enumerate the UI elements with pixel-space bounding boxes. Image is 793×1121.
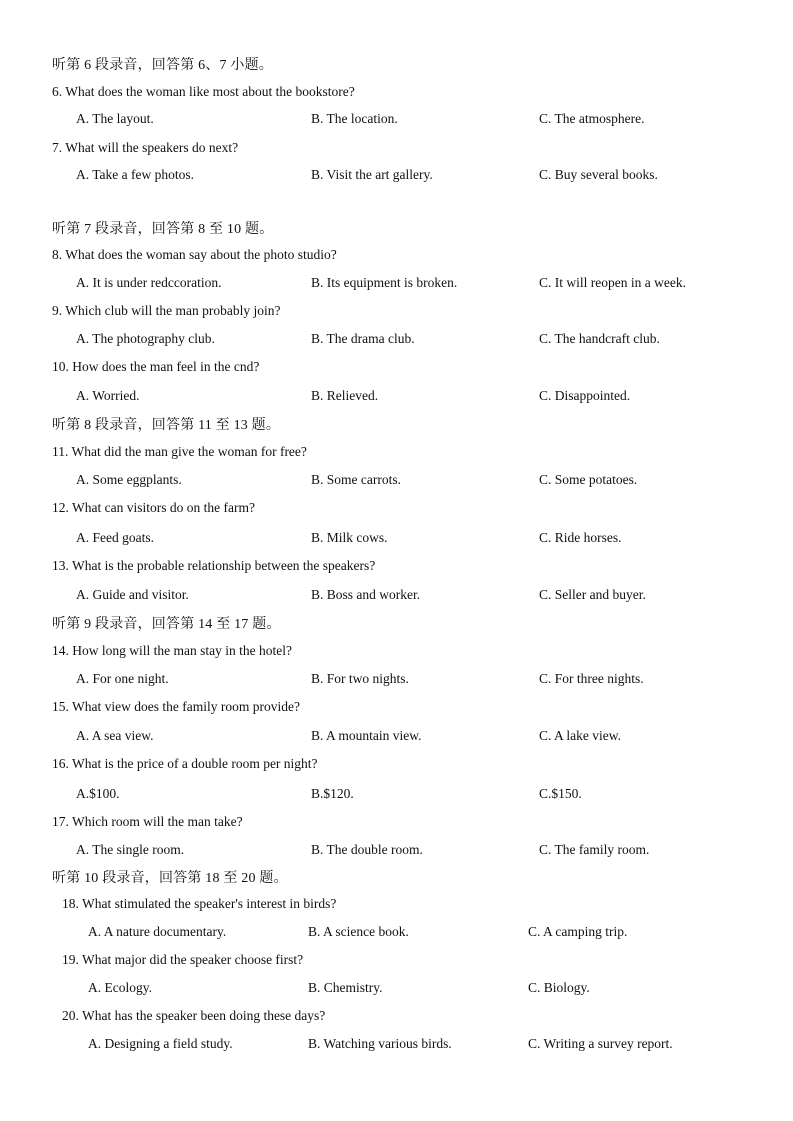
answer-option-a: A. The photography club.: [76, 331, 215, 346]
answer-option-b: B. Visit the art gallery.: [311, 167, 433, 182]
answer-option-a: A. The layout.: [76, 111, 154, 126]
answer-option-a: A. Ecology.: [88, 980, 152, 995]
answer-option-c: C. It will reopen in a week.: [539, 275, 686, 290]
answer-option-c: C. Some potatoes.: [539, 472, 638, 487]
answer-option-a: A.$100.: [76, 786, 120, 801]
answer-option-a: A. For one night.: [76, 671, 169, 686]
answer-option-c: C.$150.: [539, 786, 582, 801]
answer-option-b: B. Watching various birds.: [308, 1036, 452, 1051]
question-text: 19. What major did the speaker choose first?: [62, 952, 304, 967]
answer-option-b: B. A mountain view.: [311, 728, 422, 743]
answer-option-c: C. A camping trip.: [528, 924, 628, 939]
answer-option-b: B. Boss and worker.: [311, 587, 421, 602]
section-heading: 听第 8 段录音，回答第 11 至 13 题。: [52, 418, 281, 433]
answer-option-a: A. Guide and visitor.: [76, 587, 189, 602]
answer-option-b: B. For two nights.: [311, 671, 409, 686]
answer-option-a: A. Worried.: [76, 388, 140, 403]
question-text: 6. What does the woman like most about the bookstore?: [52, 84, 355, 99]
question-text: 14. How long will the man stay in the hotel?: [52, 643, 292, 658]
answer-option-a: A. It is under redccoration.: [76, 275, 222, 290]
answer-option-a: A. Feed goats.: [76, 530, 154, 545]
answer-option-a: A. A nature documentary.: [88, 924, 227, 939]
answer-option-c: C. Ride horses.: [539, 530, 622, 545]
question-text: 17. Which room will the man take?: [52, 814, 243, 829]
answer-option-b: B. The double room.: [311, 842, 423, 857]
answer-option-c: C. A lake view.: [539, 728, 621, 743]
question-text: 8. What does the woman say about the photo studio?: [52, 247, 337, 262]
question-text: 18. What stimulated the speaker's interest in birds?: [62, 896, 337, 911]
answer-option-b: B. Some carrots.: [311, 472, 401, 487]
question-text: 7. What will the speakers do next?: [52, 140, 239, 155]
answer-option-c: C. The handcraft club.: [539, 331, 660, 346]
answer-option-a: A. The single room.: [76, 842, 185, 857]
answer-option-b: B.$120.: [311, 786, 354, 801]
answer-option-b: B. Relieved.: [311, 388, 379, 403]
answer-option-a: A. Take a few photos.: [76, 167, 195, 182]
answer-option-c: C. For three nights.: [539, 671, 644, 686]
answer-option-b: B. Its equipment is broken.: [311, 275, 458, 290]
question-text: 11. What did the man give the woman for free?: [52, 444, 307, 459]
answer-option-b: B. Chemistry.: [308, 980, 383, 995]
answer-option-b: B. A science book.: [308, 924, 409, 939]
question-text: 20. What has the speaker been doing these days?: [62, 1008, 326, 1023]
answer-option-b: B. The location.: [311, 111, 398, 126]
answer-option-c: C. Buy several books.: [539, 167, 658, 182]
answer-option-c: C. Biology.: [528, 980, 590, 995]
section-heading: 听第 7 段录音，回答第 8 至 10 题。: [52, 222, 274, 237]
section-heading: 听第 10 段录音，回答第 18 至 20 题。: [52, 871, 288, 886]
answer-option-c: C. The family room.: [539, 842, 650, 857]
section-heading: 听第 9 段录音，回答第 14 至 17 题。: [52, 617, 281, 632]
answer-option-c: C. Writing a survey report.: [528, 1036, 673, 1051]
question-text: 9. Which club will the man probably join?: [52, 303, 281, 318]
question-text: 16. What is the price of a double room per night?: [52, 756, 318, 771]
answer-option-a: A. Designing a field study.: [88, 1036, 233, 1051]
answer-option-c: C. The atmosphere.: [539, 111, 645, 126]
answer-option-b: B. The drama club.: [311, 331, 415, 346]
answer-option-a: A. Some eggplants.: [76, 472, 182, 487]
question-text: 15. What view does the family room provide?: [52, 699, 300, 714]
answer-option-c: C. Seller and buyer.: [539, 587, 646, 602]
question-text: 12. What can visitors do on the farm?: [52, 500, 255, 515]
question-text: 10. How does the man feel in the cnd?: [52, 359, 260, 374]
question-text: 13. What is the probable relationship between the speakers?: [52, 558, 376, 573]
section-heading: 听第 6 段录音，回答第 6、7 小题。: [52, 58, 273, 73]
answer-option-b: B. Milk cows.: [311, 530, 388, 545]
answer-option-a: A. A sea view.: [76, 728, 154, 743]
answer-option-c: C. Disappointed.: [539, 388, 631, 403]
